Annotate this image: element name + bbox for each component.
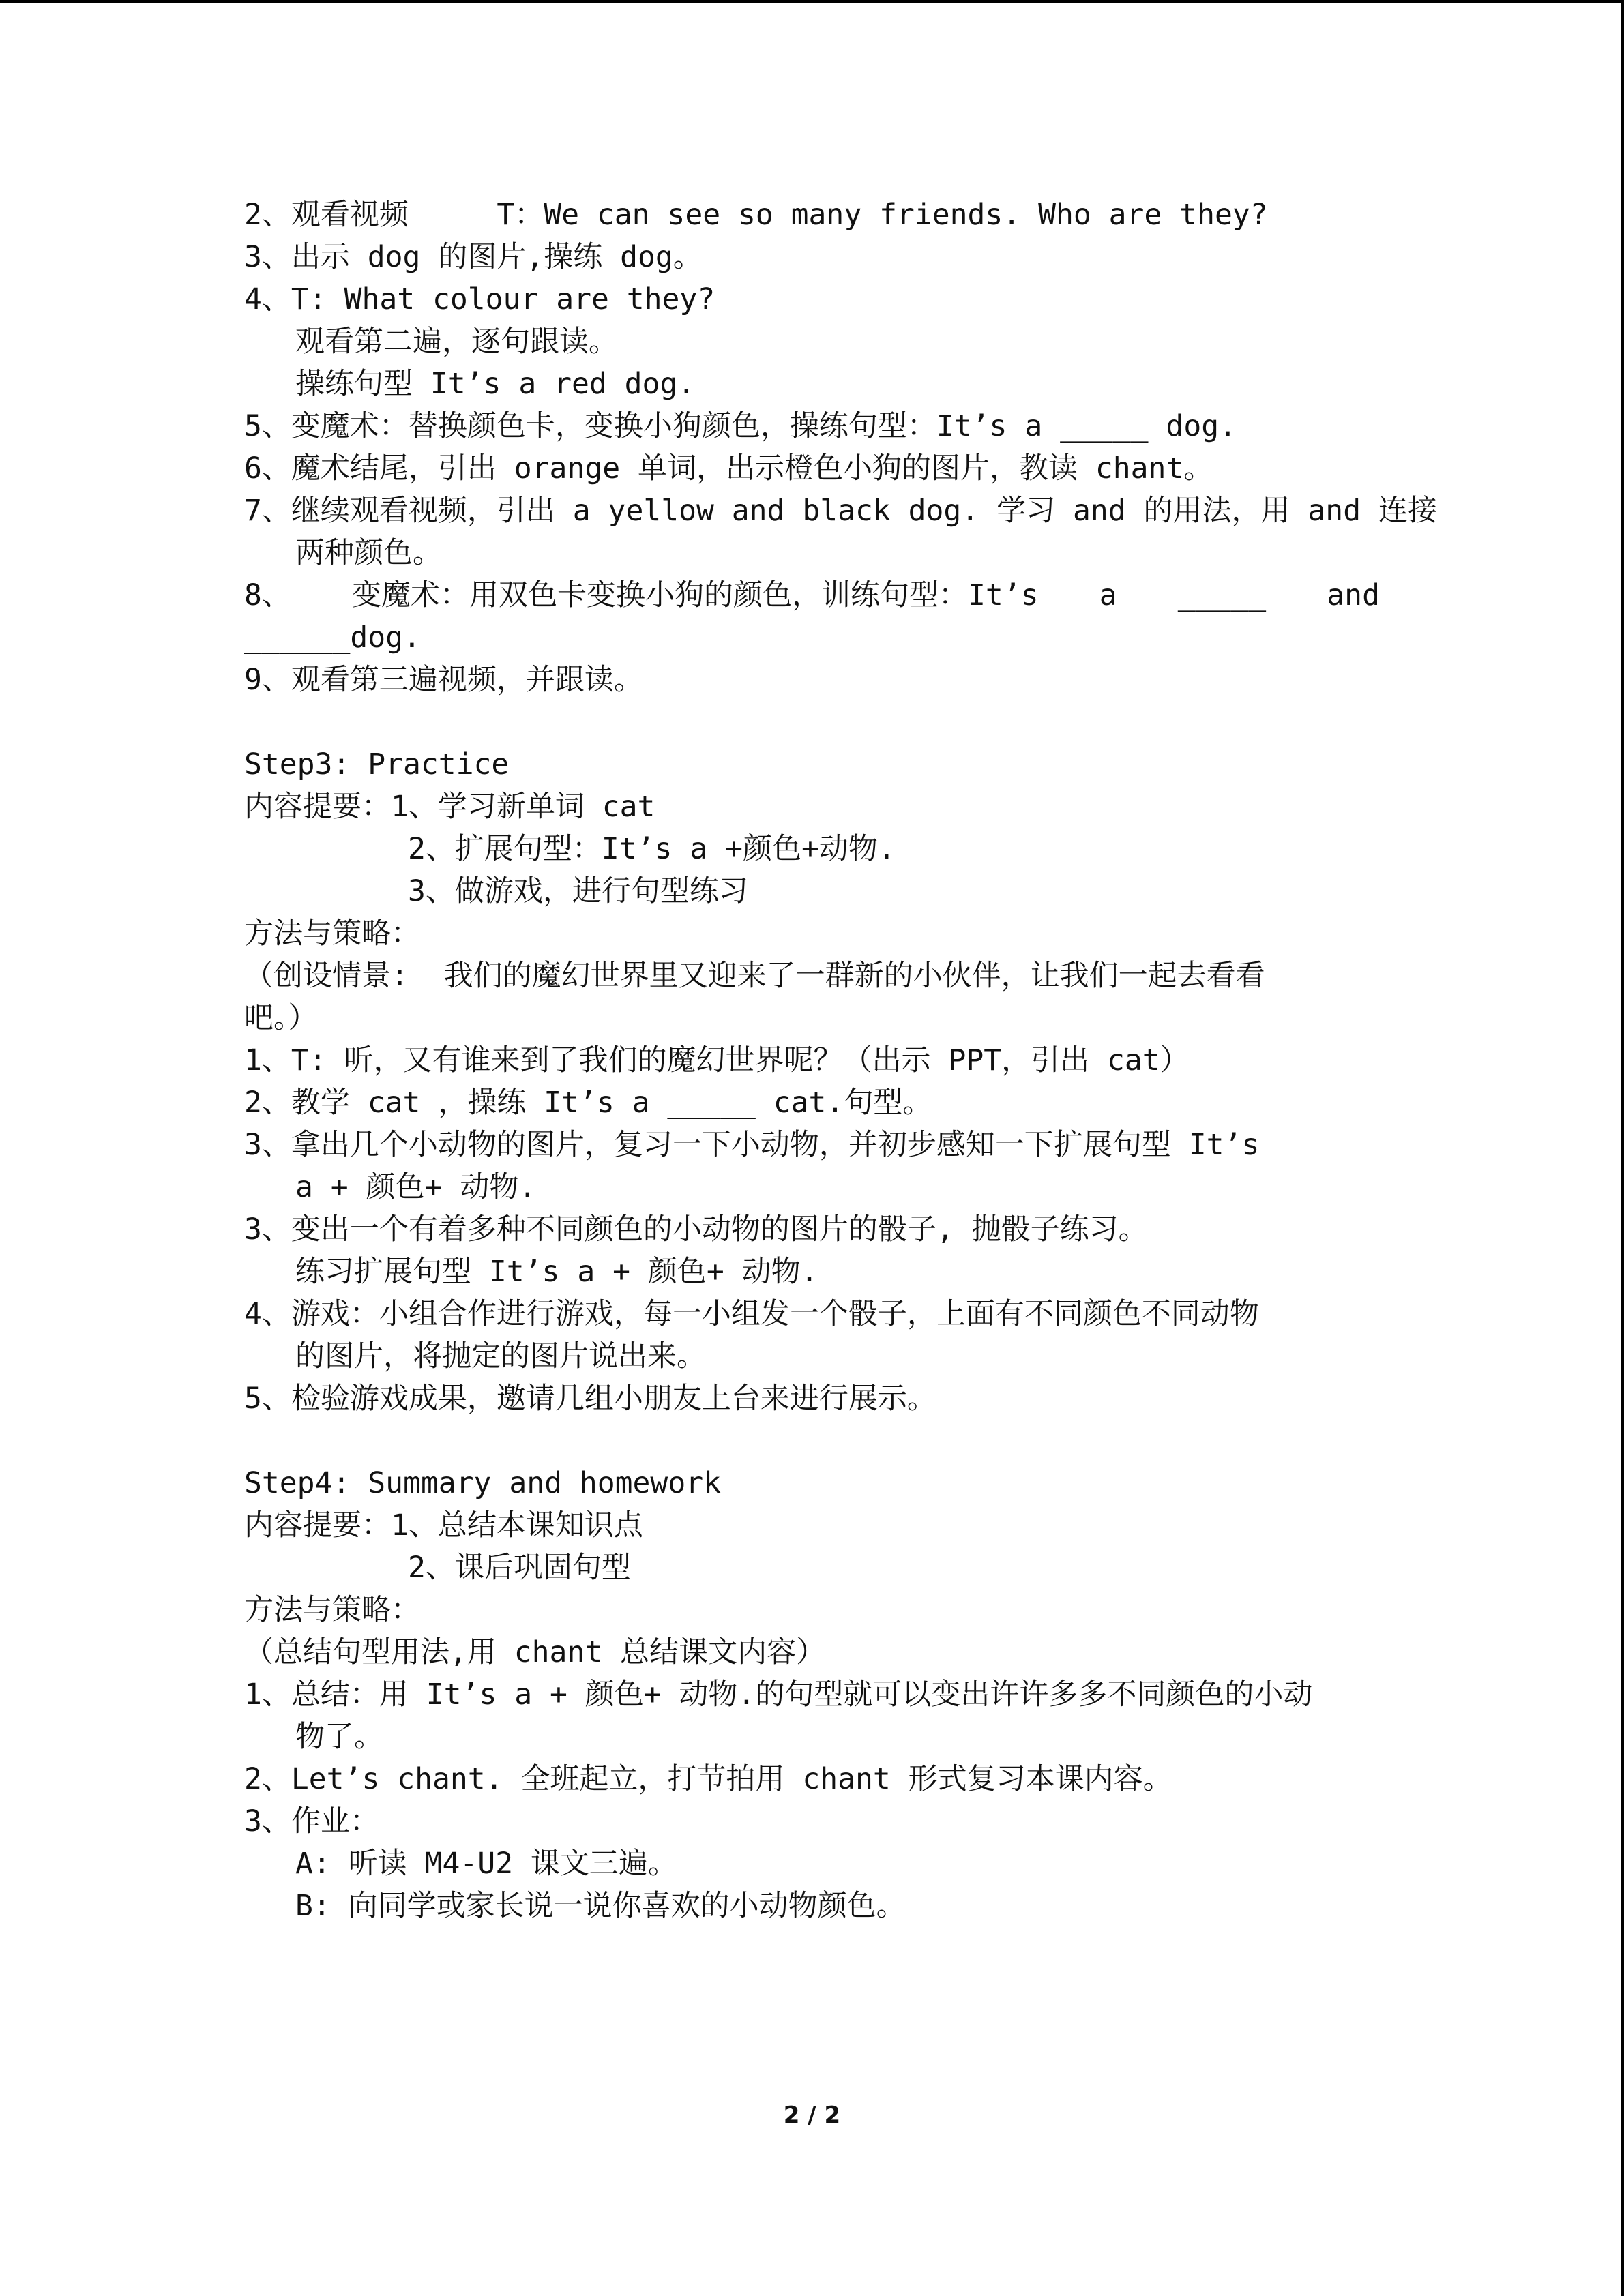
text-line: ______dog. (244, 621, 421, 655)
text-line: B: 向同学或家长说一说你喜欢的小动物颜色。 (295, 1889, 906, 1923)
page-number: 2 / 2 (783, 2102, 841, 2129)
text-line: 3、出示 dog 的图片,操练 dog。 (244, 240, 703, 274)
text-line: 4、T: What colour are they? (244, 282, 715, 316)
text-line: 物了。 (295, 1720, 383, 1754)
text-line: 7、继续观看视频，引出 a yellow and black dog. 学习 and 的用法，用 and 连接 (244, 494, 1437, 528)
text-line: 6、魔术结尾，引出 orange 单词，出示橙色小狗的图片，教读 chant。 (244, 451, 1213, 486)
text-line: 观看第二遍，逐句跟读。 (295, 325, 618, 359)
text-line: 2、教学 cat ，操练 It’s a _____ cat.句型。 (244, 1086, 932, 1120)
text-line: 操练句型 It’s a red dog. (295, 367, 696, 401)
text-line: A: 听读 M4-U2 课文三遍。 (295, 1847, 677, 1881)
text-line: 内容提要：1、学习新单词 cat (244, 790, 655, 824)
text-line: 的图片，将抛定的图片说出来。 (295, 1339, 706, 1373)
text-line: 2、Let’s chant. 全班起立，打节拍用 chant 形式复习本课内容。 (244, 1762, 1172, 1796)
text-line: Step3: Practice (244, 747, 510, 781)
text-line: 1、T: 听，又有谁来到了我们的魔幻世界呢？（出示 PPT，引出 cat） (244, 1043, 1190, 1077)
text-line: 2、观看视频 T：We can see so many friends. Who are they? (244, 198, 1268, 232)
text-line: 方法与策略： (244, 1593, 420, 1627)
text-line: a + 颜色+ 动物. (295, 1170, 537, 1204)
text-line: 3、做游戏，进行句型练习 (408, 874, 748, 908)
text-line: 4、游戏：小组合作进行游戏，每一小组发一个骰子，上面有不同颜色不同动物 (244, 1297, 1259, 1331)
text-line: 9、观看第三遍视频，并跟读。 (244, 663, 643, 697)
text-line: 5、检验游戏成果，邀请几组小朋友上台来进行展示。 (244, 1382, 936, 1416)
text-line: 3、变出一个有着多种不同颜色的小动物的图片的骰子, 抛骰子练习。 (244, 1212, 1148, 1247)
blank-line (244, 1420, 1380, 1462)
text-line: 两种颜色。 (295, 536, 442, 570)
text-line: 5、变魔术：替换颜色卡，变换小狗颜色，操练句型：It’s a _____ dog. (244, 409, 1237, 443)
text-segment: 变魔术：用双色卡变换小狗的颜色，训练句型：It’s (352, 578, 1039, 612)
text-line: 1、总结：用 It’s a + 颜色+ 动物.的句型就可以变出许许多多不同颜色的小动 (244, 1678, 1313, 1712)
text-segment: a (1099, 578, 1117, 612)
text-line: （总结句型用法,用 chant 总结课文内容） (244, 1635, 826, 1669)
text-line: 3、作业： (244, 1804, 379, 1838)
text-line: 方法与策略： (244, 916, 420, 951)
text-line: 3、拿出几个小动物的图片，复习一下小动物，并初步感知一下扩展句型 It’s (244, 1128, 1260, 1162)
text-line: 练习扩展句型 It’s a + 颜色+ 动物. (295, 1255, 818, 1289)
text-line: 2、课后巩固句型 (408, 1551, 631, 1585)
document-body (244, 194, 1437, 1927)
text-segment: _____ (1177, 578, 1267, 612)
text-segment: and (1327, 578, 1380, 612)
text-line (244, 574, 1380, 616)
text-line: 吧。） (244, 1001, 318, 1035)
text-segment: 8、 (244, 578, 291, 612)
text-line: 2、扩展句型：It’s a +颜色+动物. (408, 832, 896, 866)
blank-line (244, 701, 1380, 743)
text-line: Step4: Summary and homework (244, 1466, 721, 1500)
text-line: 内容提要：1、总结本课知识点 (244, 1508, 643, 1542)
text-line: （创设情景: 我们的魔幻世界里又迎来了一群新的小伙伴，让我们一起去看看 (244, 959, 1265, 993)
